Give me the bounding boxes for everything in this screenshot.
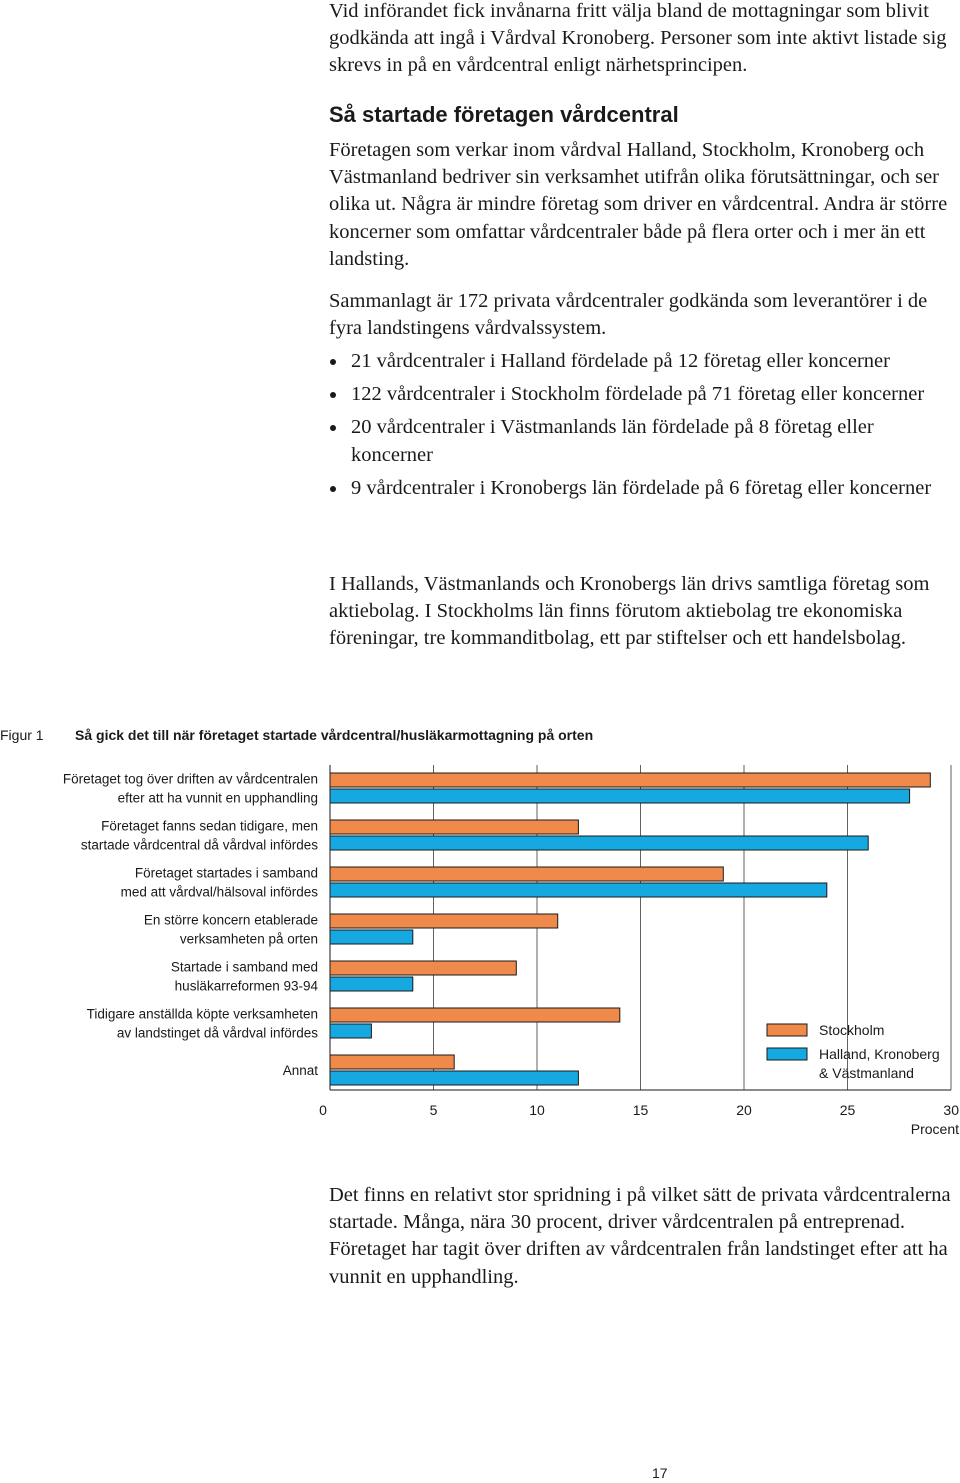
bar <box>330 930 413 944</box>
x-tick-label: 15 <box>632 1102 649 1118</box>
bar <box>330 773 930 787</box>
bar <box>330 914 558 928</box>
category-label: efter att ha vunnit en upphandling <box>117 790 318 806</box>
bar <box>330 1024 371 1038</box>
x-tick-label: 0 <box>319 1102 327 1118</box>
category-label: av landstinget då vårdval infördes <box>116 1025 318 1041</box>
category-label: Annat <box>282 1063 318 1078</box>
category-label: startade vårdcentral då vårdval infördes <box>80 837 318 853</box>
bullet-dot-icon <box>330 425 336 431</box>
category-label: Startade i samband med <box>170 959 318 975</box>
legend-label: Halland, Kronoberg <box>819 1046 940 1062</box>
intro-text: Vid införandet fick invånarna fritt välja bland de mottagningar som blivit godkända att ingå i Vårdval Kronoberg. Personer som inte aktivt listade sig skrevs in på en vårdcentral enligt närhetsprincipen. <box>329 0 947 77</box>
category-label: En större koncern etablerade <box>143 912 318 928</box>
paragraph-4-text: Det finns en relativt stor spridning i på vilket sätt de privata vårdcentralerna startade. Många, nära 30 procent, driver vårdcentralen på entreprenad. Företaget har tagit över driften av vårdcentralen från landstinget efter att ha vunnit en upphandling. <box>329 1184 951 1288</box>
x-tick-label: 20 <box>736 1102 752 1118</box>
category-label: Tidigare anställda köpte verksamheten <box>86 1006 318 1022</box>
page-number: 17 <box>652 1465 668 1481</box>
bullet-item: 122 vårdcentraler i Stockholm fördelade på 71 företag eller koncerner <box>329 381 951 408</box>
bullet-list <box>329 348 951 508</box>
section <box>329 101 951 129</box>
bar <box>330 836 868 850</box>
bar <box>330 789 910 803</box>
category-label: Företaget fanns sedan tidigare, men <box>101 818 318 834</box>
category-label: Företaget tog över driften av vårdcentralen <box>62 771 318 787</box>
x-axis-label: Procent <box>910 1121 959 1137</box>
bar <box>330 820 578 834</box>
legend-swatch <box>767 1048 807 1060</box>
paragraph-2-text: Sammanlagt är 172 privata vårdcentraler godkända som leverantörer i de fyra landstingens vårdvalssystem. <box>329 290 928 340</box>
x-tick-label: 5 <box>429 1102 438 1118</box>
bar-chart <box>0 760 960 1160</box>
figure-number: Figur 1 <box>0 727 44 743</box>
category-label: verksamheten på orten <box>179 931 318 947</box>
legend-label: Stockholm <box>819 1022 885 1038</box>
section-heading: Så startade företagen vårdcentral <box>329 102 679 127</box>
paragraph-3-text: I Hallands, Västmanlands och Kronobergs län drivs samtliga företag som aktiebolag. I Stockholms län finns förutom aktiebolag tre ekonomiska föreningar, tre kommanditbolag, ett par stiftelser och ett handelsbolag. <box>329 573 930 650</box>
legend-label: & Västmanland <box>819 1065 914 1081</box>
category-label: husläkarreformen 93-94 <box>174 978 318 994</box>
paragraph-3 <box>329 571 951 653</box>
intro-paragraph <box>329 0 951 80</box>
bar <box>330 1071 578 1085</box>
bullet-item: 20 vårdcentraler i Västmanlands län fördelade på 8 företag eller koncerner <box>329 414 951 468</box>
bullet-item: 9 vårdcentraler i Kronobergs län fördelade på 6 företag eller koncerner <box>329 475 951 502</box>
x-tick-label: 30 <box>943 1102 959 1118</box>
figure-title: Så gick det till när företaget startade vårdcentral/husläkarmottagning på orten <box>75 727 594 743</box>
paragraph-2 <box>329 288 951 342</box>
bullet-dot-icon <box>330 359 336 365</box>
paragraph-1 <box>329 137 951 273</box>
paragraph-4 <box>329 1182 951 1291</box>
bar <box>330 1055 454 1069</box>
bar <box>330 977 413 991</box>
bar <box>330 867 723 881</box>
paragraph-1-text: Företagen som verkar inom vårdval Halland, Stockholm, Kronoberg och Västmanland bedriver sin verksamhet utifrån olika förutsättningar, och ser olika ut. Några är mindre företag som driver en vårdcentral. Andra är större koncerner som omfattar vårdcentraler både på flera orter och i mer än ett landsting. <box>329 139 948 270</box>
bullet-dot-icon <box>330 486 336 492</box>
x-tick-label: 10 <box>529 1102 545 1118</box>
bar <box>330 883 827 897</box>
category-label: Företaget startades i samband <box>134 865 318 881</box>
bullet-item: 21 vårdcentraler i Halland fördelade på 12 företag eller koncerner <box>329 348 951 375</box>
bar <box>330 961 516 975</box>
category-label: med att vårdval/hälsoval infördes <box>120 884 318 900</box>
bar <box>330 1008 620 1022</box>
legend-swatch <box>767 1024 807 1036</box>
x-tick-label: 25 <box>839 1102 856 1118</box>
bullet-dot-icon <box>330 392 336 398</box>
